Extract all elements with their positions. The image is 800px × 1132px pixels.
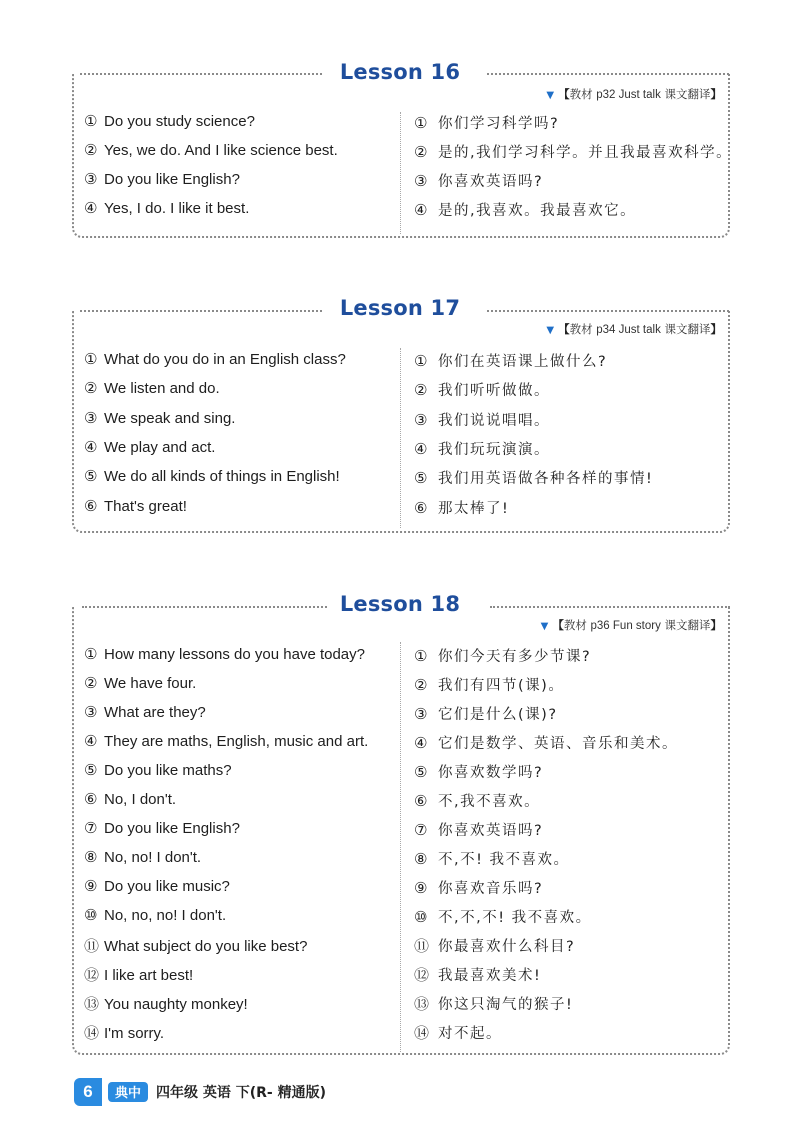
english-sentence	[84, 497, 187, 515]
translation-row	[0, 703, 800, 732]
translation-row	[0, 819, 800, 848]
sentence-number: ②	[414, 143, 429, 161]
translation-row	[0, 409, 800, 438]
english-sentence	[84, 350, 346, 368]
chinese-translation	[414, 848, 570, 869]
translation-row	[0, 732, 800, 761]
chinese-text: 我们用英语做各种各样的事情!	[438, 471, 654, 488]
sentence-number: ①	[414, 647, 429, 665]
translation-row	[0, 645, 800, 674]
sentence-number: ⑫	[414, 966, 431, 984]
chinese-translation	[414, 645, 591, 666]
sentence-number: ⑤	[84, 467, 98, 486]
english-text: I like art best!	[104, 967, 194, 984]
english-text: Yes, we do. And I like science best.	[104, 142, 338, 159]
translation-row	[0, 848, 800, 877]
sentence-number: ⑫	[84, 966, 100, 984]
english-text: Do you like English?	[104, 171, 240, 188]
translation-row	[0, 170, 800, 199]
english-sentence	[84, 790, 176, 808]
brand-logo-icon	[108, 1080, 150, 1104]
chinese-translation	[414, 761, 543, 782]
english-sentence	[84, 935, 307, 956]
chinese-translation	[414, 438, 550, 459]
english-text: What subject do you like best?	[104, 938, 308, 955]
chinese-text: 你喜欢英语吗?	[438, 823, 544, 839]
english-text: That's great!	[104, 497, 187, 515]
sentence-number: ④	[414, 734, 429, 752]
chinese-text: 我们有四节(课)。	[438, 678, 565, 694]
chinese-translation	[414, 199, 636, 220]
english-text: I'm sorry.	[104, 1025, 165, 1042]
sentence-number: ⑪	[84, 937, 100, 955]
english-text: We play and act.	[104, 438, 216, 456]
sentence-number: ①	[84, 112, 98, 130]
english-sentence	[84, 379, 220, 397]
chinese-text: 不,我不喜欢。	[438, 794, 541, 810]
english-sentence	[84, 732, 368, 750]
sentence-number: ④	[84, 437, 98, 456]
chinese-text: 那太棒了!	[438, 500, 510, 517]
chinese-text: 是的,我喜欢。我最喜欢它。	[438, 203, 637, 219]
brand-logo-text: 典中	[114, 1086, 142, 1101]
sentence-number: ①	[414, 352, 429, 370]
translation-row	[0, 877, 800, 906]
translation-row	[0, 790, 800, 819]
english-sentence	[84, 993, 248, 1014]
sentence-number: ⑩	[414, 908, 429, 926]
chinese-text: 你们学习科学吗?	[438, 116, 560, 132]
english-text: We do all kinds of things in English!	[104, 468, 340, 486]
english-sentence	[84, 877, 230, 895]
sentence-number: ③	[414, 410, 429, 429]
sentence-number: ①	[84, 645, 98, 663]
english-text: No, no! I don't.	[104, 849, 202, 866]
chinese-translation	[414, 409, 550, 430]
chinese-text: 你喜欢数学吗?	[438, 765, 544, 781]
sentence-number: ⑩	[84, 906, 98, 924]
sentence-number: ③	[84, 170, 98, 188]
chinese-text: 我最喜欢美术!	[438, 968, 542, 984]
translation-row	[0, 112, 800, 141]
translation-row	[0, 906, 800, 935]
english-text: You naughty monkey!	[104, 996, 248, 1013]
sentence-number: ③	[414, 705, 429, 723]
english-sentence	[84, 141, 338, 159]
sentence-number: ②	[414, 676, 429, 694]
down-triangle-icon: ▼	[546, 90, 555, 101]
translation-row	[0, 964, 800, 993]
chinese-translation	[414, 112, 559, 133]
english-text: Do you like music?	[104, 878, 230, 895]
sentence-number: ③	[414, 172, 429, 190]
translation-row	[0, 141, 800, 170]
sentence-number: ⑭	[414, 1024, 431, 1042]
sentence-number: ④	[414, 201, 429, 219]
english-text: We have four.	[104, 675, 197, 692]
chinese-translation	[414, 170, 543, 191]
translation-row	[0, 497, 800, 526]
chinese-translation	[414, 674, 564, 695]
chinese-text: 不,不! 我不喜欢。	[438, 852, 570, 868]
english-sentence	[84, 467, 340, 485]
english-text: Do you study science?	[104, 113, 255, 130]
english-sentence	[84, 674, 196, 692]
chinese-translation	[414, 379, 550, 400]
translation-row	[0, 761, 800, 790]
chinese-translation	[414, 467, 653, 488]
chinese-text: 你最喜欢什么科目?	[438, 939, 576, 955]
chinese-text: 我们说说唱唱。	[438, 412, 550, 429]
english-sentence	[84, 703, 206, 721]
english-sentence	[84, 761, 232, 779]
english-text: Yes, I do. I like it best.	[104, 200, 250, 217]
sentence-number: ⑪	[414, 937, 431, 955]
sentence-number: ②	[414, 381, 429, 400]
sentence-number: ⑦	[84, 819, 98, 837]
chinese-text: 是的,我们学习科学。并且我最喜欢科学。	[438, 145, 733, 161]
textbook-reference: ▼ 【教材 p32 Just talk 课文翻译】	[546, 87, 722, 101]
translation-row	[0, 438, 800, 467]
sentence-number: ⑤	[414, 469, 429, 488]
chinese-text: 它们是数学、英语、音乐和美术。	[438, 736, 678, 752]
lesson-title: Lesson 18	[339, 592, 461, 616]
sentence-number: ②	[84, 141, 98, 159]
sentence-number: ②	[84, 674, 98, 692]
sentence-number: ⑧	[84, 848, 98, 866]
lesson-title: Lesson 17	[339, 296, 461, 320]
english-text: We listen and do.	[104, 380, 220, 398]
chinese-translation	[414, 877, 543, 898]
sentence-number: ⑥	[414, 792, 429, 810]
translation-row	[0, 935, 800, 964]
sentence-number: ⑨	[414, 879, 429, 897]
english-sentence	[84, 819, 240, 837]
chinese-translation	[414, 935, 575, 956]
textbook-reference: ▼ 【教材 p34 Just talk 课文翻译】	[546, 322, 722, 336]
page-number: 6	[74, 1078, 102, 1106]
sentence-number: ④	[84, 732, 98, 750]
chinese-translation	[414, 350, 607, 371]
english-sentence	[84, 906, 226, 924]
chinese-translation	[414, 993, 573, 1014]
sentence-number: ⑭	[84, 1024, 100, 1042]
english-text: What are they?	[104, 704, 206, 721]
chinese-translation	[414, 497, 509, 518]
translation-row	[0, 993, 800, 1022]
chinese-text: 不,不,不! 我不喜欢。	[438, 910, 592, 926]
english-text: Do you like English?	[104, 820, 240, 837]
english-text: What do you do in an English class?	[104, 351, 346, 368]
chinese-text: 你喜欢音乐吗?	[438, 881, 544, 897]
book-title: 四年级 英语 下(R- 精通版)	[156, 1085, 327, 1101]
english-sentence	[84, 1022, 164, 1043]
translation-row	[0, 379, 800, 408]
chinese-text: 我们听听做做。	[438, 383, 550, 400]
sentence-number: ⑬	[414, 995, 431, 1013]
sentence-number: ⑨	[84, 877, 98, 895]
page-footer	[74, 1078, 394, 1108]
english-sentence	[84, 848, 201, 866]
english-text: No, I don't.	[104, 791, 177, 808]
chinese-translation	[414, 703, 558, 724]
english-sentence	[84, 964, 193, 985]
sentence-number: ③	[84, 703, 98, 721]
chinese-translation	[414, 790, 540, 811]
translation-row	[0, 467, 800, 496]
english-sentence	[84, 645, 365, 663]
sentence-number: ①	[84, 350, 98, 368]
chinese-text: 你喜欢英语吗?	[438, 174, 544, 190]
chinese-text: 对不起。	[438, 1026, 502, 1042]
sentence-number: ②	[84, 379, 98, 398]
chinese-translation	[414, 906, 592, 927]
english-sentence	[84, 409, 235, 427]
sentence-number: ③	[84, 408, 98, 427]
english-sentence	[84, 170, 240, 188]
sentence-number: ④	[414, 439, 429, 458]
chinese-translation	[414, 1022, 502, 1043]
translation-row	[0, 199, 800, 228]
sentence-number: ⑥	[84, 496, 98, 515]
sentence-number: ⑥	[84, 790, 98, 808]
sentence-number: ⑤	[84, 761, 98, 779]
sentence-number: ①	[414, 114, 429, 132]
textbook-reference: ▼ 【教材 p36 Fun story 课文翻译】	[540, 618, 722, 632]
sentence-number: ④	[84, 199, 98, 217]
sentence-number: ⑥	[414, 498, 429, 517]
down-triangle-icon: ▼	[546, 325, 555, 336]
chinese-text: 它们是什么(课)?	[438, 707, 558, 723]
sentence-number: ⑬	[84, 995, 100, 1013]
chinese-translation	[414, 732, 678, 753]
english-text: No, no, no! I don't.	[104, 907, 227, 924]
sentence-number: ⑤	[414, 763, 429, 781]
english-text: How many lessons do you have today?	[104, 646, 365, 663]
lesson-title: Lesson 16	[339, 60, 461, 84]
chinese-text: 你们今天有多少节课?	[438, 649, 592, 665]
english-text: We speak and sing.	[104, 409, 236, 427]
chinese-text: 我们玩玩演演。	[438, 441, 550, 458]
chinese-translation	[414, 964, 541, 985]
english-text: Do you like maths?	[104, 762, 232, 779]
english-sentence	[84, 199, 249, 217]
english-sentence	[84, 438, 215, 456]
sentence-number: ⑧	[414, 850, 429, 868]
english-text: They are maths, English, music and art.	[104, 733, 369, 750]
translation-row	[0, 674, 800, 703]
down-triangle-icon: ▼	[540, 621, 549, 632]
translation-row	[0, 350, 800, 379]
english-sentence	[84, 112, 255, 130]
chinese-text: 你们在英语课上做什么?	[438, 354, 608, 370]
chinese-translation	[414, 819, 543, 840]
chinese-translation	[414, 141, 732, 162]
sentence-number: ⑦	[414, 821, 429, 839]
chinese-text: 你这只淘气的猴子!	[438, 997, 574, 1013]
translation-row	[0, 1022, 800, 1051]
